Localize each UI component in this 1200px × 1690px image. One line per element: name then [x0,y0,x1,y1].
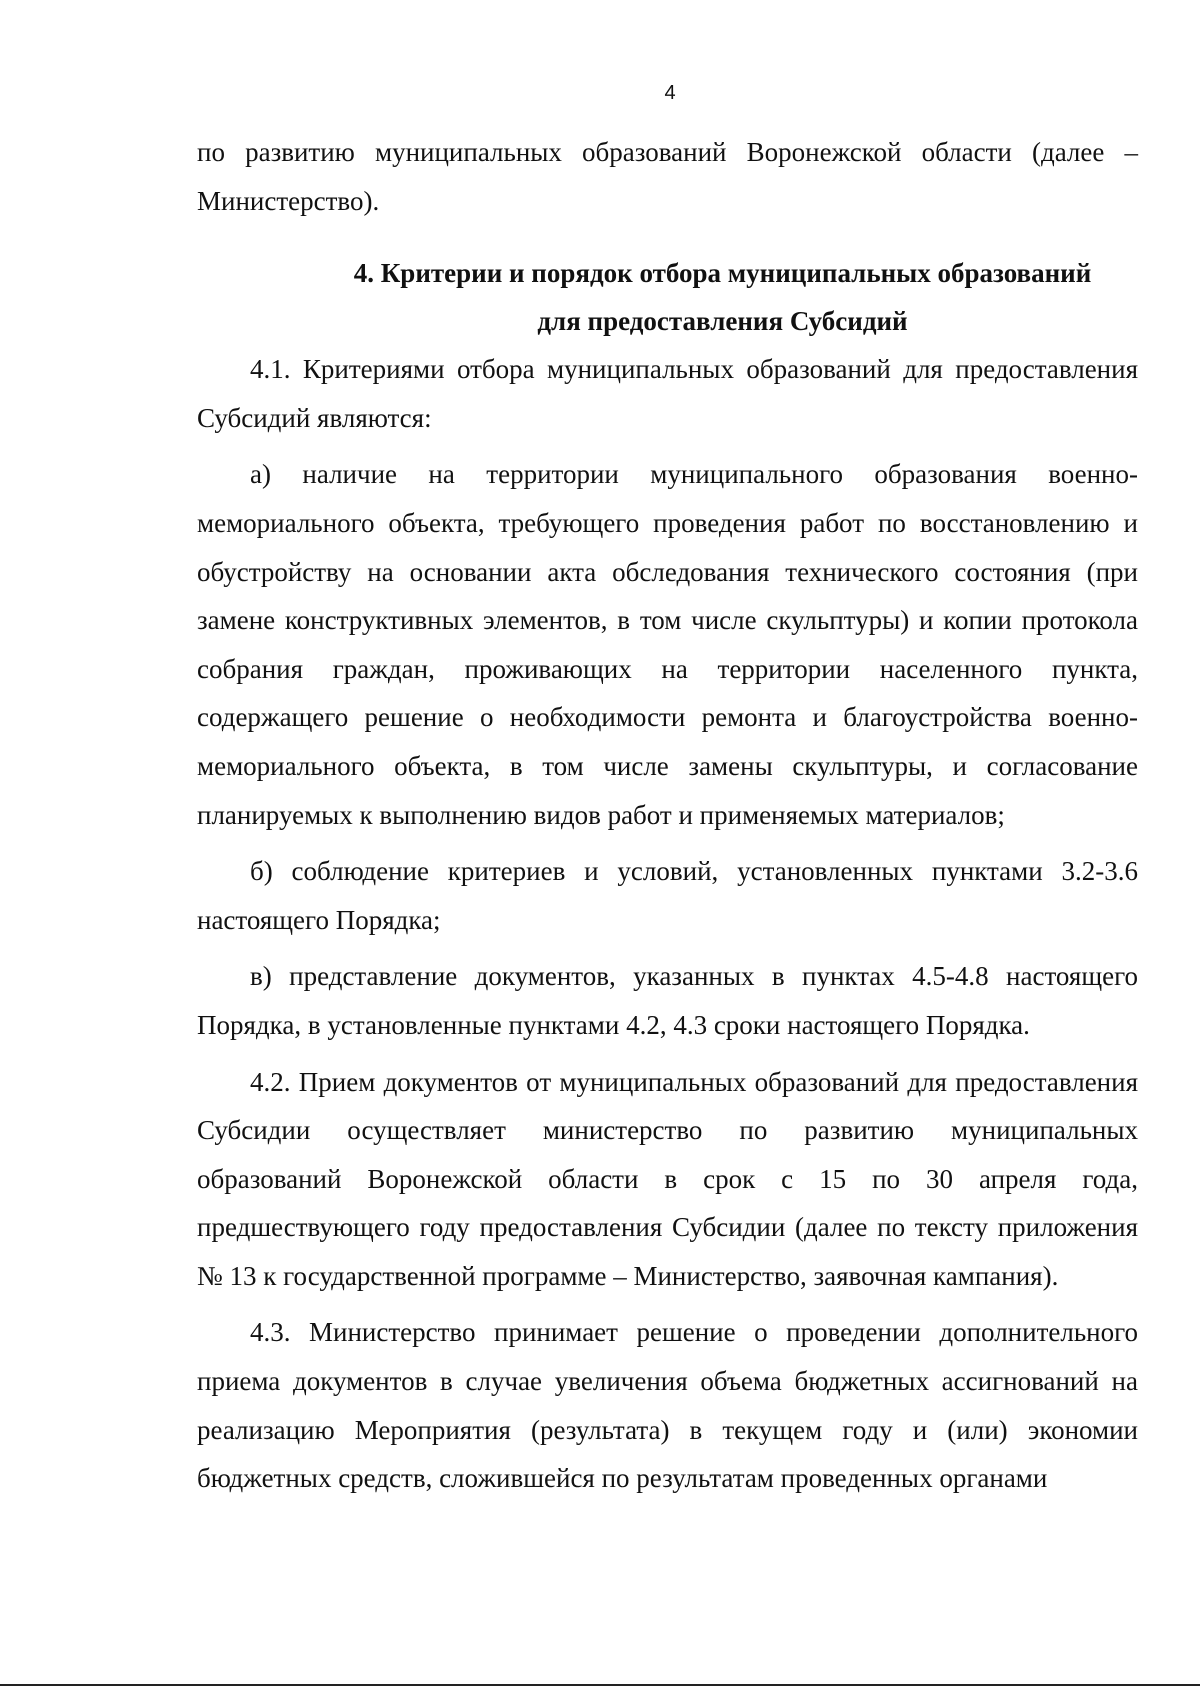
page-number: 4 [664,82,676,104]
section-heading-line-2: для предоставления Субсидий [537,306,908,337]
document-body [197,128,1138,1503]
paragraph-continuation: по развитию муниципальных образований Воронежской области (далее – Министерство). [197,137,1138,216]
section-heading-line-1: 4. Критерии и порядок отбора муниципальных образований [353,258,1092,289]
paragraph-4-3: 4.3. Министерство принимает решение о проведении дополнительного приема документов в случае увеличения объема бюджетных ассигнований на реализацию Мероприятия (результата) в текущем году и (или) экономии бюджетных средств, сложившейся по результатам проведенных органами [197,1317,1138,1494]
paragraph-4-1-c: в) представление документов, указанных в пунктах 4.5-4.8 настоящего Порядка, в установленные пунктами 4.2, 4.3 сроки настоящего Порядка. [197,961,1138,1040]
bottom-rule [0,1684,1200,1686]
section-heading [197,249,1138,345]
paragraph-4-1: 4.1. Критериями отбора муниципальных образований для предоставления Субсидий являются: [197,354,1138,433]
paragraph-4-1-a: а) наличие на территории муниципального образования военно-мемориального объекта, требующего проведения работ по восстановлению и обустройству на основании акта обследования технического состояния (при замене конструктивных элементов, в том числе скульптуры) и копии протокола собрания граждан, проживающих на территории населенного пункта, содержащего решение о необходимости ремонта и благоустройства военно-мемориального объекта, в том числе замены скульптуры, и согласование планируемых к выполнению видов работ и применяемых материалов; [197,459,1138,830]
paragraph-4-2: 4.2. Прием документов от муниципальных образований для предоставления Субсидии осуществляет министерство по развитию муниципальных образований Воронежской области в срок с 15 по 30 апреля года, предшествующего году предоставления Субсидии (далее по тексту приложения № 13 к государственной программе – Министерство, заявочная кампания). [197,1066,1138,1291]
paragraph-4-1-b: б) соблюдение критериев и условий, установленных пунктами 3.2-3.6 настоящего Порядка; [197,856,1138,935]
